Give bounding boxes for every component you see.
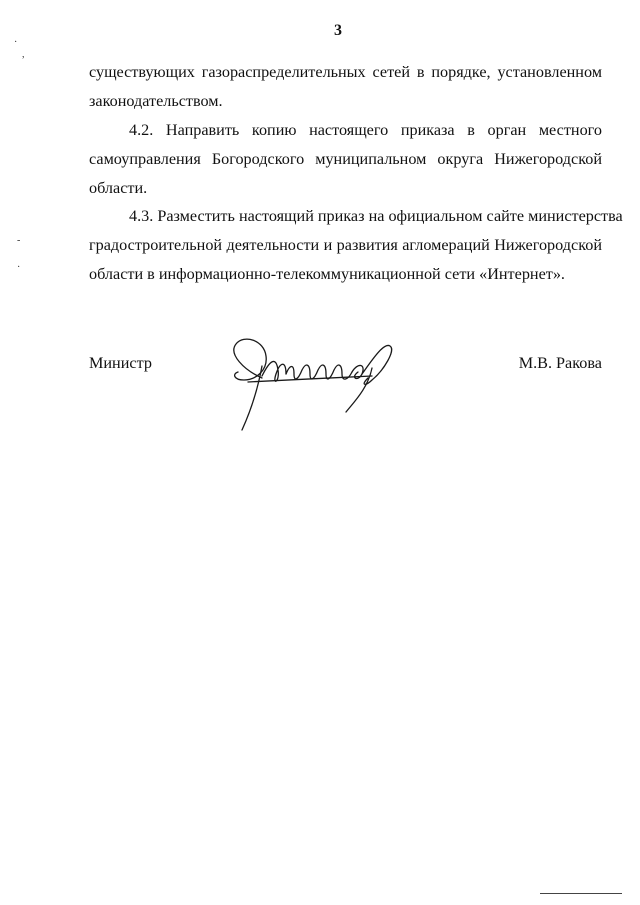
handwritten-signature xyxy=(222,330,402,440)
footer-rule xyxy=(540,893,622,894)
signer-title: Министр xyxy=(89,354,152,372)
scan-speck: - xyxy=(17,235,21,246)
paragraph-4-2 xyxy=(89,116,602,203)
paragraph-line: градостроительной деятельности и развития агломераций Нижегородской xyxy=(89,236,602,254)
paragraph-line: 4.2. Направить копию настоящего приказа в орган местного xyxy=(129,121,602,139)
scan-speck: · xyxy=(14,37,18,48)
scan-speck: , xyxy=(22,49,25,60)
paragraph-line: области. xyxy=(89,179,148,197)
paragraph-line: законодательством. xyxy=(89,92,223,110)
signer-name: М.В. Ракова xyxy=(518,354,602,372)
paragraph-4-3 xyxy=(89,202,623,289)
page-number: 3 xyxy=(334,22,342,39)
paragraph-line: самоуправления Богородского муниципальном округа Нижегородской xyxy=(89,150,602,168)
paragraph-line: существующих газораспределительных сетей в порядке, установленном xyxy=(89,63,602,81)
paragraph-line: области в информационно-телекоммуникационной сети «Интернет». xyxy=(89,265,565,283)
scan-speck: · xyxy=(17,262,21,273)
paragraph-continuation xyxy=(89,58,602,116)
paragraph-line: 4.3. Разместить настоящий приказ на официальном сайте министерства xyxy=(129,207,623,225)
